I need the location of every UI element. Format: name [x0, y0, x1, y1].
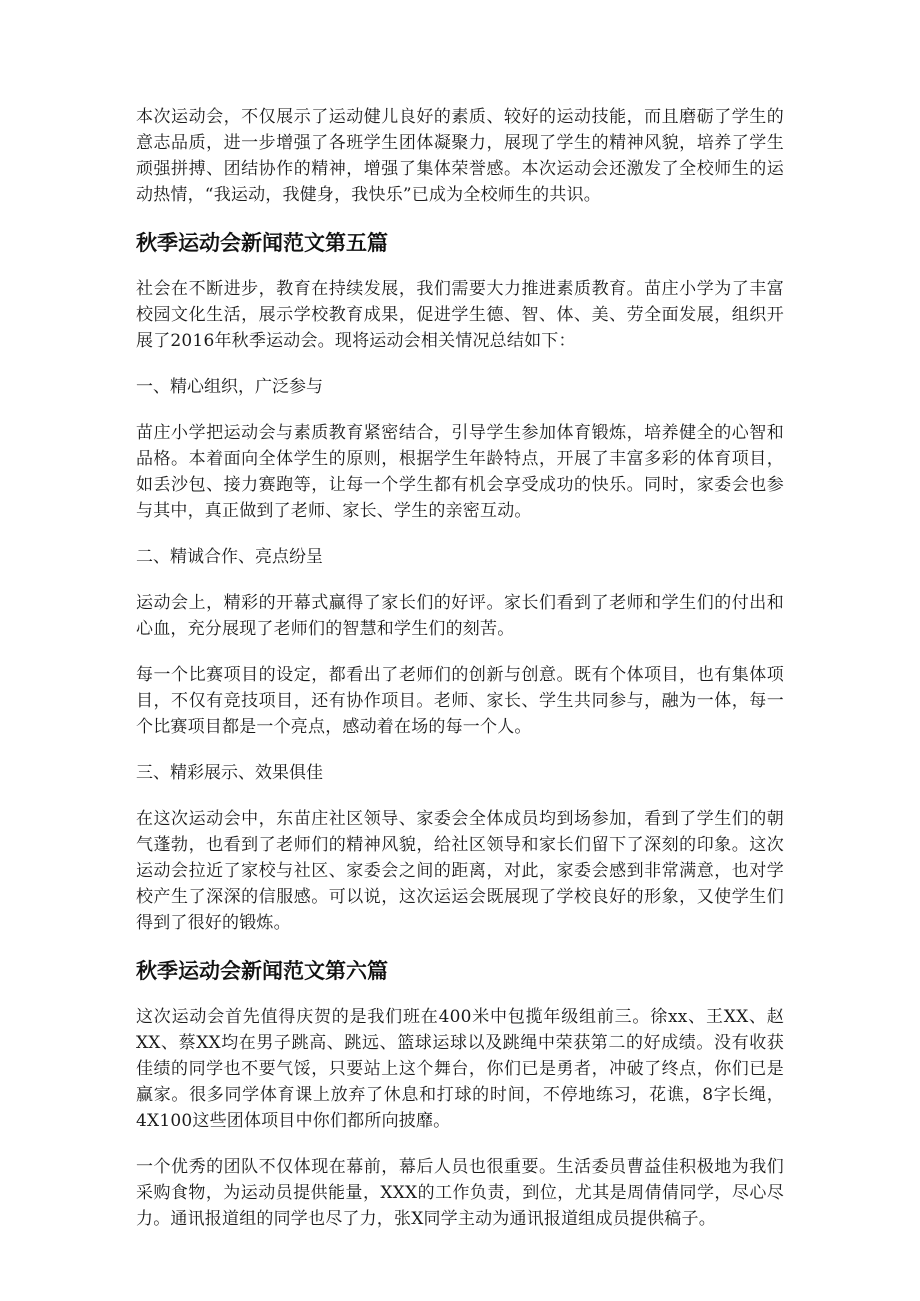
part-three-heading: 三、精彩展示、效果俱佳 [136, 763, 323, 783]
section-six-title: 秋季运动会新闻范文第六篇 [136, 959, 388, 983]
part-two-heading: 二、精诚合作、亮点纷呈 [136, 547, 323, 567]
section-six-paragraph-2: 一个优秀的团队不仅体现在幕前，幕后人员也很重要。生活委员曹益佳积极地为我们采购食物，为运动员提供能量，XXX的工作负责，到位，尤其是周倩倩同学，尽心尽力。通讯报道组的同学也尽了力，张X同学主动为通讯报道组成员提供稿子。 [136, 1157, 784, 1229]
intro-paragraph: 本次运动会，不仅展示了运动健儿良好的素质、较好的运动技能，而且磨砺了学生的意志品质，进一步增强了各班学生团体凝聚力，展现了学生的精神风貌，培养了学生顽强拼搏、团结协作的精神，增强了集体荣誉感。本次运动会还激发了全校师生的运动热情，“我运动，我健身，我快乐”已成为全校师生的共识。 [136, 107, 784, 205]
part-two-text-1: 运动会上，精彩的开幕式赢得了家长们的好评。家长们看到了老师和学生们的付出和心血，充分展现了老师们的智慧和学生们的刻苦。 [136, 593, 784, 639]
part-one-heading: 一、精心组织，广泛参与 [136, 377, 323, 397]
section-six-paragraph-1: 这次运动会首先值得庆贺的是我们班在400米中包揽年级组前三。徐xx、王XX、赵XX、蔡XX均在男子跳高、跳远、篮球运球以及跳绳中荣获第二的好成绩。没有收获佳绩的同学也不要气馁，只要站上这个舞台，你们已是勇者，冲破了终点，你们已是赢家。很多同学体育课上放弃了休息和打球的时间，不停地练习，花谯，8字长绳，4X100这些团体项目中你们都所向披靡。 [136, 1007, 784, 1131]
part-one-text: 苗庄小学把运动会与素质教育紧密结合，引导学生参加体育锻炼，培养健全的心智和品格。本着面向全体学生的原则，根据学生年龄特点，开展了丰富多彩的体育项目，如丢沙包、接力赛跑等，让每一个学生都有机会享受成功的快乐。同时，家委会也参与其中，真正做到了老师、家长、学生的亲密互动。 [136, 423, 784, 521]
part-two-text-2: 每一个比赛项目的设定，都看出了老师们的创新与创意。既有个体项目，也有集体项目，不仅有竞技项目，还有协作项目。老师、家长、学生共同参与，融为一体，每一个比赛项目都是一个亮点，感动着在场的每一个人。 [136, 665, 784, 737]
part-three-text: 在这次运动会中，东苗庄社区领导、家委会全体成员均到场参加，看到了学生们的朝气蓬勃，也看到了老师们的精神风貌，给社区领导和家长们留下了深刻的印象。这次运动会拉近了家校与社区、家委会之间的距离，对此，家委会感到非常满意，也对学校产生了深深的信服感。可以说，这次运运会既展现了学校良好的形象，又使学生们得到了很好的锻炼。 [136, 809, 784, 933]
section-five-intro: 社会在不断进步，教育在持续发展，我们需要大力推进素质教育。苗庄小学为了丰富校园文化生活，展示学校教育成果，促进学生德、智、体、美、劳全面发展，组织开展了2016年秋季运动会。现将运动会相关情况总结如下： [136, 279, 784, 351]
document-page [136, 104, 784, 1252]
section-five-title: 秋季运动会新闻范文第五篇 [136, 231, 388, 255]
